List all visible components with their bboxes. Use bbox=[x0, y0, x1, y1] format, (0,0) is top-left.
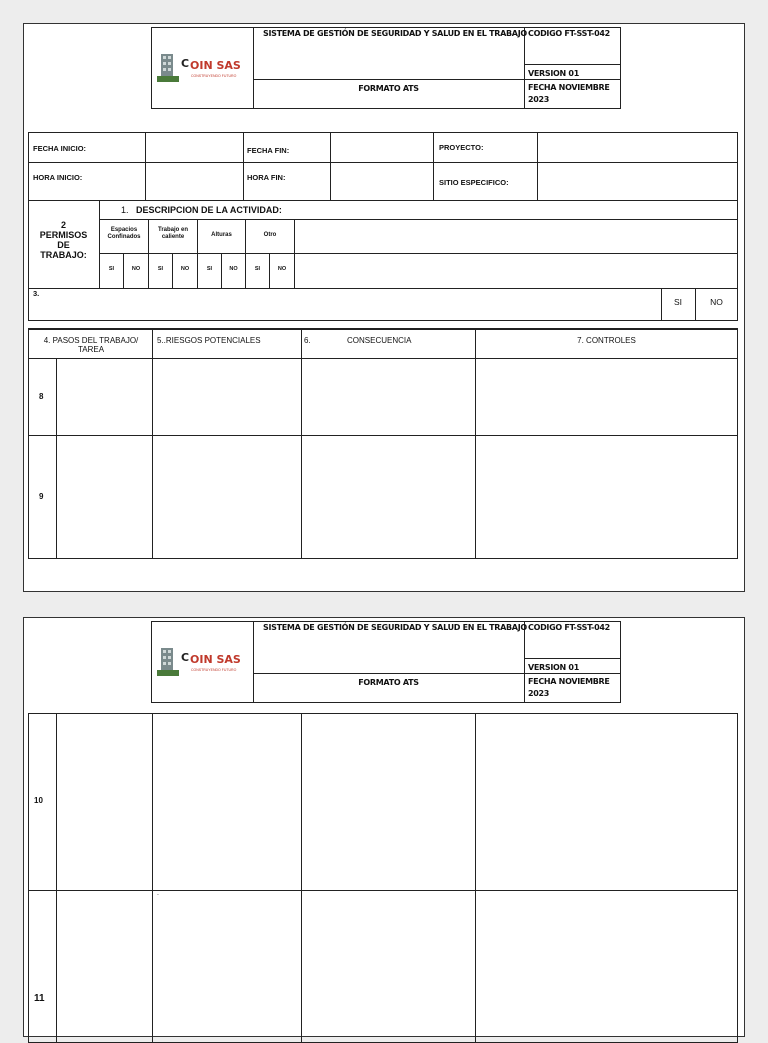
logo bbox=[157, 52, 257, 86]
permit-type-heights: Alturas bbox=[211, 232, 232, 238]
table-divider bbox=[152, 713, 153, 1043]
start-time-label: HORA INICIO: bbox=[33, 173, 83, 182]
header-divider bbox=[253, 27, 254, 109]
permits-divider bbox=[99, 201, 100, 288]
col-header-steps: 4. PASOS DEL TRABAJO/ TAREA bbox=[43, 336, 139, 354]
format-name: FORMATO ATS bbox=[358, 678, 419, 687]
permit-no-checkbox[interactable]: NO bbox=[229, 266, 238, 272]
section-3-label: 3. bbox=[33, 289, 40, 298]
building-icon bbox=[157, 646, 179, 676]
project-label: PROYECTO: bbox=[439, 143, 484, 152]
logo-initial: C bbox=[181, 651, 190, 664]
permits-divider bbox=[99, 253, 738, 254]
section3-si-checkbox[interactable]: SI bbox=[673, 297, 683, 307]
col-header-consequence-number: 6. bbox=[304, 336, 311, 345]
ats-table bbox=[28, 328, 738, 559]
system-title: SISTEMA DE GESTIÓN DE SEGURIDAD Y SALUD EN EL TRABAJO bbox=[263, 29, 527, 38]
format-name: FORMATO ATS bbox=[358, 84, 419, 93]
logo-company-name: OIN SAS bbox=[190, 59, 241, 72]
logo-tagline: CONSTRUYENDO FUTURO bbox=[191, 74, 237, 78]
header-divider bbox=[524, 27, 525, 109]
header-divider bbox=[524, 621, 525, 703]
logo bbox=[157, 646, 257, 680]
permit-si-checkbox[interactable]: SI bbox=[206, 266, 213, 272]
info-divider bbox=[28, 162, 738, 163]
document-code: CODIGO FT-SST-042 bbox=[528, 623, 610, 632]
info-divider bbox=[145, 132, 146, 201]
table-divider bbox=[475, 713, 476, 1043]
permit-type-confined: Espacios Confinados bbox=[107, 227, 141, 240]
header-divider bbox=[524, 64, 621, 65]
permit-no-checkbox[interactable]: NO bbox=[131, 266, 141, 272]
info-divider bbox=[330, 132, 331, 201]
table-divider bbox=[152, 328, 153, 559]
date-month: FECHA NOVIEMBRE bbox=[528, 83, 610, 92]
row-number: 9 bbox=[39, 492, 44, 501]
section3-no-checkbox[interactable]: NO bbox=[710, 297, 723, 307]
date-year: 2023 bbox=[528, 689, 550, 698]
document-version: VERSION 01 bbox=[528, 69, 579, 78]
date-year: 2023 bbox=[528, 95, 550, 104]
row-number: 11 bbox=[34, 993, 45, 1004]
stray-mark: . bbox=[157, 890, 159, 897]
permit-si-checkbox[interactable]: SI bbox=[254, 266, 261, 272]
form-page-1 bbox=[23, 23, 745, 592]
header-divider bbox=[253, 79, 621, 80]
activity-number: 1. bbox=[121, 205, 129, 215]
table-divider bbox=[301, 328, 302, 559]
col-header-controls: 7. CONTROLES bbox=[577, 336, 636, 345]
logo-company-name: OIN SAS bbox=[190, 653, 241, 666]
permits-label bbox=[28, 220, 99, 260]
table-divider bbox=[56, 358, 57, 559]
header-divider bbox=[253, 621, 254, 703]
permit-si-checkbox[interactable]: SI bbox=[157, 266, 164, 272]
table-divider bbox=[28, 890, 738, 891]
permits-divider bbox=[245, 219, 246, 288]
permits-label-line: TRABAJO: bbox=[40, 250, 87, 260]
header-divider bbox=[524, 658, 621, 659]
row-number: 10 bbox=[34, 796, 43, 805]
col-header-risks: 5..RIESGOS POTENCIALES bbox=[157, 336, 261, 345]
end-time-label: HORA FIN: bbox=[247, 173, 286, 182]
end-date-label: FECHA FIN: bbox=[247, 146, 290, 155]
header-divider bbox=[253, 673, 621, 674]
activity-label: DESCRIPCION DE LA ACTIVIDAD: bbox=[136, 205, 282, 215]
ats-table bbox=[28, 713, 738, 1043]
permit-si-checkbox[interactable]: SI bbox=[108, 266, 115, 272]
table-divider bbox=[301, 713, 302, 1043]
logo-initial: C bbox=[181, 57, 190, 70]
document-date bbox=[528, 82, 610, 106]
permit-no-checkbox[interactable]: NO bbox=[277, 266, 287, 272]
document-date bbox=[528, 676, 610, 700]
info-divider bbox=[537, 132, 538, 201]
row-number: 8 bbox=[39, 392, 44, 401]
permits-divider bbox=[294, 219, 295, 288]
table-divider bbox=[28, 435, 738, 436]
permits-divider bbox=[99, 219, 738, 220]
section-3 bbox=[28, 288, 738, 321]
table-divider bbox=[28, 358, 738, 359]
permits-divider bbox=[197, 219, 198, 288]
system-title: SISTEMA DE GESTIÓN DE SEGURIDAD Y SALUD EN EL TRABAJO bbox=[263, 623, 527, 632]
document-code: CODIGO FT-SST-042 bbox=[528, 29, 610, 38]
site-label: SITIO ESPECIFICO: bbox=[439, 178, 509, 187]
permits-label-line: DE bbox=[57, 240, 70, 250]
form-page-2 bbox=[23, 617, 745, 1037]
permits-label-line: PERMISOS bbox=[39, 230, 88, 240]
info-divider bbox=[243, 132, 244, 201]
info-grid bbox=[28, 132, 738, 201]
permit-type-hot-work: Trabajo en caliente bbox=[157, 227, 188, 240]
activity-heading bbox=[121, 205, 282, 215]
info-divider bbox=[433, 132, 434, 201]
building-icon bbox=[157, 52, 179, 82]
permits-number: 2 bbox=[60, 220, 66, 230]
permit-type-other: Otro bbox=[263, 232, 277, 238]
col-header-consequence: CONSECUENCIA bbox=[347, 336, 412, 345]
logo-tagline: CONSTRUYENDO FUTURO bbox=[191, 668, 237, 672]
document-version: VERSION 01 bbox=[528, 663, 579, 672]
date-month: FECHA NOVIEMBRE bbox=[528, 677, 610, 686]
start-date-label: FECHA INICIO: bbox=[33, 144, 87, 153]
table-divider bbox=[56, 713, 57, 1043]
table-divider bbox=[475, 328, 476, 559]
permit-no-checkbox[interactable]: NO bbox=[180, 266, 190, 272]
